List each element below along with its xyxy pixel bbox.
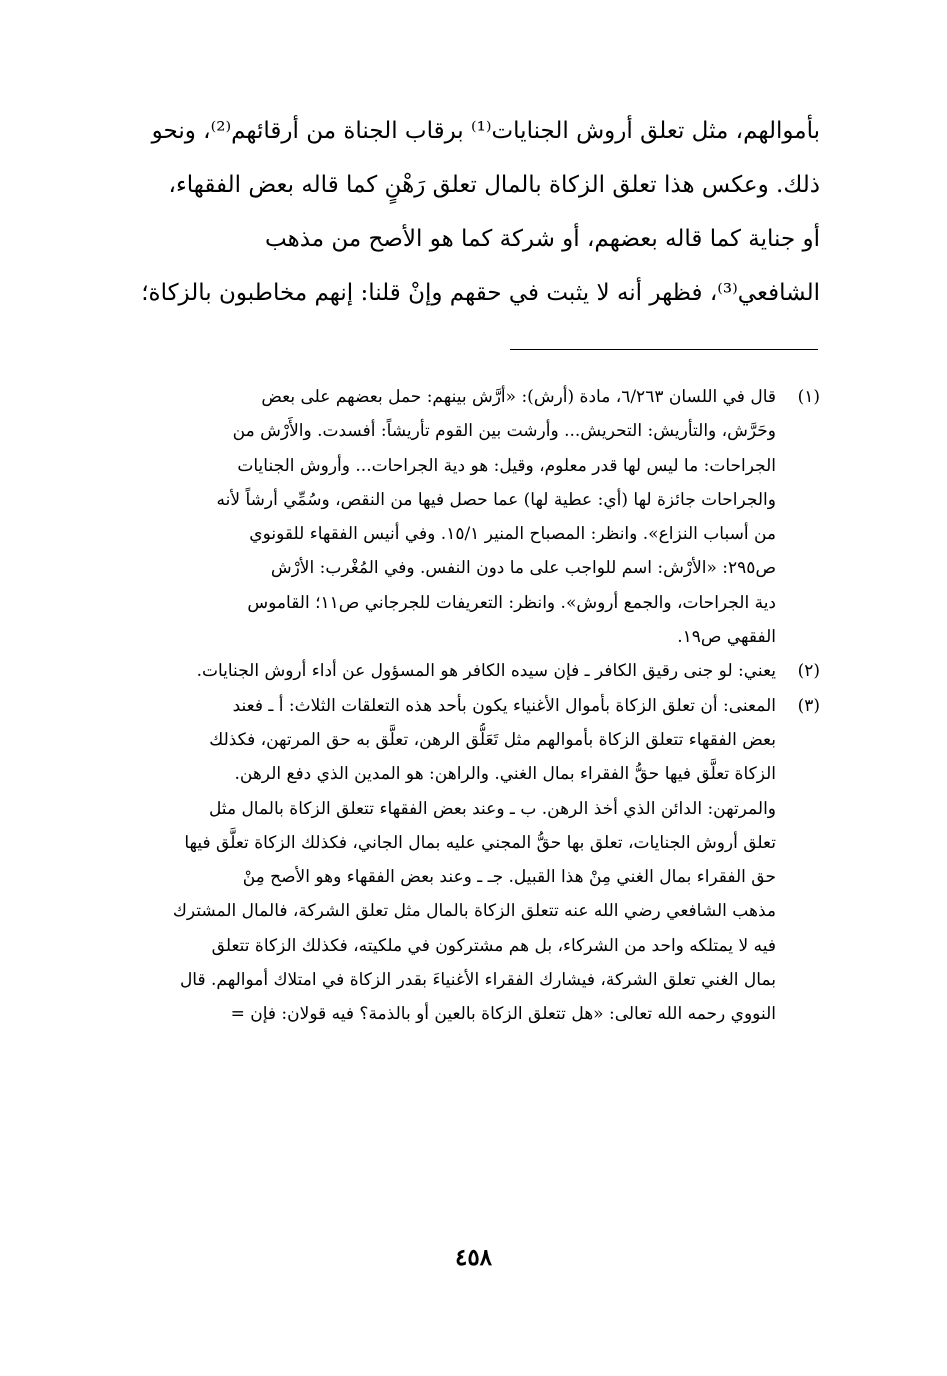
footnote-line: بمال الغني تعلق الشركة، فيشارك الفقراء الأغنياءَ بقدر الزكاة في امتلاك أموالهم. قال: [179, 970, 776, 991]
footnote-line: المعنى: أن تعلق الزكاة بأموال الأغنياء يكون بأحد هذه التعلقات الثلاث: أ ـ فعند: [232, 695, 776, 716]
footnote-1: [128, 380, 820, 654]
footnote-line: قال في اللسان ٦/٢٦٣، مادة (أرش): «أرَّش بينهم: حمل بعضهم على بعض: [261, 387, 776, 407]
footnote-line: النووي رحمه الله تعالى: «هل تتعلق الزكاة بالعين أو بالذمة؟ فيه قولان: فإن =: [230, 1004, 776, 1025]
footnote-number: (٣): [797, 695, 820, 716]
footnote-line: بعض الفقهاء تتعلق الزكاة بأموالهم مثل تَعَلُّق الرهن، تعلَّق به حق المرتهن، فكذلك: [209, 729, 776, 750]
footnote-line: حق الفقراء بمال الغني مِنْ هذا القبيل. جـ ـ وعند بعض الفقهاء وهو الأصح مِنْ: [242, 867, 776, 888]
main-text-line: الشافعي⁽³⁾، فظهر أنه لا يثبت في حقهم وإنْ قلنا: إنهم مخاطبون بالزكاة؛: [141, 280, 820, 306]
footnote-line: مذهب الشافعي رضي الله عنه تتعلق الزكاة بالمال مثل تعلق الشركة، فالمال المشترك: [172, 901, 776, 922]
footnote-line: دية الجراحات، والجمع أروش». وانظر: التعريفات للجرجاني ص١١؛ القاموس: [247, 592, 776, 613]
main-text-line: أو جناية كما قاله بعضهم، أو شركة كما هو الأصح من مذهب: [264, 226, 820, 252]
footnote-line: الجراحات: ما ليس لها قدر معلوم، وقيل: هو دية الجراحات... وأروش الجنايات: [237, 455, 776, 476]
footnote-separator: [510, 349, 818, 350]
footnote-line: يعني: لو جنى رقيق الكافر ـ فإن سيده الكافر هو المسؤول عن أداء أروش الجنايات.: [196, 661, 776, 682]
footnote-number: (١): [797, 387, 820, 407]
main-text-line: ذلك. وعكس هذا تعلق الزكاة بالمال تعلق رَهْنٍ كما قاله بعض الفقهاء،: [168, 172, 820, 198]
footnote-line: وحَرَّش، والتأريش: التحريش... وأرشت بين القوم تأريشاً: أفسدت. والأَرْش من: [232, 421, 776, 442]
footnote-line: فيه لا يمتلكه واحد من الشركاء، بل هم مشتركون في ملكيته، فكذلك الزكاة تتعلق: [211, 935, 776, 956]
footnote-line: والمرتهن: الدائن الذي أخذ الرهن. ب ـ وعند بعض الفقهاء تتعلق الزكاة بالمال مثل: [208, 798, 776, 819]
footnote-line: ص٢٩٥: «الأرْش: اسم للواجب على ما دون النفس. وفي المُغْرب: الأرْش: [270, 558, 776, 579]
footnote-line: الفقهي ص١٩.: [677, 627, 776, 648]
footnote-line: والجراحات جائزة لها (أي: عطية لها) عما حصل فيها من النقص، وسُمِّي أرشاً لأنه: [216, 489, 776, 510]
footnotes-block: [128, 380, 820, 1032]
main-text-block: [128, 104, 820, 320]
footnote-line: تعلق أروش الجنايات، تعلق بها حقُّ المجني عليه بمال الجاني، فكذلك الزكاة تعلَّق فيها: [184, 832, 776, 853]
footnote-3: [128, 689, 820, 1032]
footnote-line: الزكاة تعلَّق فيها حقُّ الفقراء بمال الغني. والراهن: هو المدين الذي دفع الرهن.: [234, 764, 776, 785]
footnote-2: [128, 654, 820, 688]
footnote-number: (٢): [797, 661, 820, 682]
page-number: ٤٥٨: [454, 1244, 493, 1271]
main-text-line: بأموالهم، مثل تعلق أروش الجنايات⁽¹⁾ برقاب الجناة من أرقائهم⁽²⁾، ونحو: [151, 118, 820, 144]
footnote-line: من أسباب النزاع». وانظر: المصباح المنير ١٥/١. وفي أنيس الفقهاء للقونوي: [249, 524, 776, 545]
